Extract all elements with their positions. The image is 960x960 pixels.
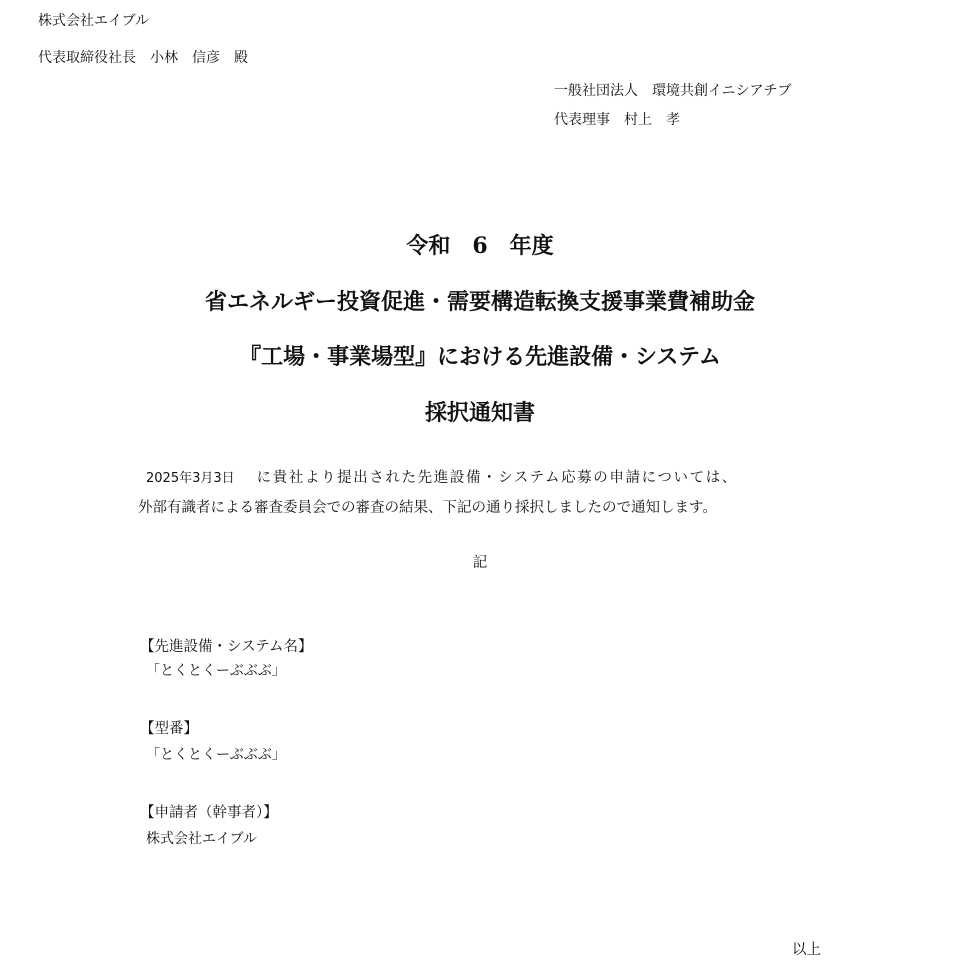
model-number-value: 「とくとくーぶぶぶ」 bbox=[146, 747, 286, 763]
body-line1-text: に貴社より提出された先進設備・システム応募の申請については、 bbox=[256, 470, 738, 486]
model-number-label: 【型番】 bbox=[140, 721, 198, 737]
recipient-person: 代表取締役社長 小林 信彦 殿 bbox=[38, 50, 248, 66]
body-paragraph-line1 bbox=[146, 466, 738, 487]
title-category: 『工場・事業場型』における先進設備・システム bbox=[239, 344, 721, 370]
body-paragraph-line2: 外部有識者による審査委員会での審査の結果、下記の通り採択しましたので通知します。 bbox=[138, 500, 717, 516]
issuer-organization: 一般社団法人 環境共創イニシアチブ bbox=[554, 83, 792, 99]
submission-date: 2025年3月3日 bbox=[146, 471, 235, 486]
recipient-company: 株式会社エイブル bbox=[38, 13, 150, 29]
title-subsidy-name: 省エネルギー投資促進・需要構造転換支援事業費補助金 bbox=[204, 289, 755, 315]
applicant-value: 株式会社エイブル bbox=[146, 831, 258, 847]
closing-mark: 以上 bbox=[792, 942, 821, 958]
issuer-representative: 代表理事 村上 孝 bbox=[554, 112, 680, 128]
title-fiscal-year: 令和 6 年度 bbox=[406, 233, 554, 259]
system-name-label: 【先進設備・システム名】 bbox=[140, 639, 313, 655]
title-notice: 採択通知書 bbox=[424, 400, 535, 426]
applicant-label: 【申請者（幹事者）】 bbox=[140, 805, 278, 821]
system-name-value: 「とくとくーぶぶぶ」 bbox=[146, 663, 286, 679]
ki-heading: 記 bbox=[472, 555, 488, 571]
